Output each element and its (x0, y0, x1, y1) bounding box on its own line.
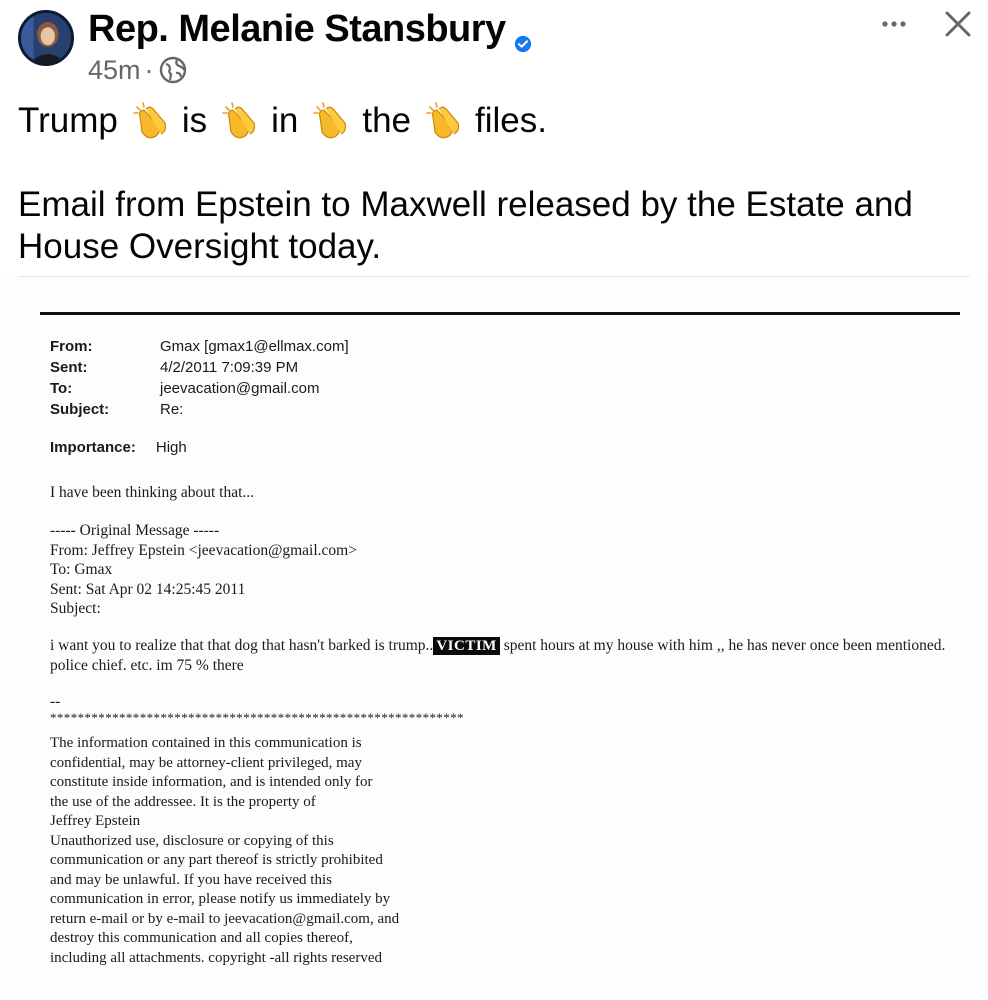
post-header (0, 0, 988, 90)
post-word: is (181, 100, 208, 140)
post-word: the (362, 100, 412, 140)
header-label: From: (50, 338, 93, 355)
email-body (50, 636, 950, 676)
clapping-hands-emoji (312, 101, 352, 141)
reply-text: I have been thinking about that... (50, 484, 255, 501)
disclaimer-line: including all attachments. copyright -all rights reserved (50, 949, 382, 966)
disclaimer-line: communication in error, please notify us immediately by (50, 891, 391, 907)
post-word: in (271, 100, 299, 140)
disclaimer-line: Unauthorized use, disclosure or copying of this (50, 832, 334, 849)
author-name-text[interactable]: Rep. Melanie Stansbury (88, 8, 506, 50)
post-timestamp[interactable]: 45m (88, 55, 141, 85)
clapping-hands-emoji (132, 101, 172, 141)
header-row (50, 380, 650, 401)
email-document-image[interactable] (0, 278, 988, 1000)
original-line: ----- Original Message ----- (50, 522, 220, 539)
post-text-line3: House Oversight today. (18, 227, 382, 266)
post-word: Trump (18, 100, 118, 140)
header-label: Subject: (50, 401, 110, 418)
header-value: Gmax [gmax1@ellmax.com] (160, 338, 349, 355)
disclaimer-line: destroy this communication and all copies thereof, (50, 930, 353, 946)
disclaimer-line: and may be unlawful. If you have received this (50, 871, 332, 888)
author-name[interactable] (88, 6, 532, 52)
disclaimer-line: confidential, may be attorney-client privileged, may (50, 754, 362, 771)
post-text-line2: Email from Epstein to Maxwell released by the Estate and (18, 185, 913, 224)
disclaimer-line: communication or any part thereof is strictly prohibited (50, 852, 383, 868)
header-value: jeevacation@gmail.com (160, 380, 320, 397)
disclaimer-line: the use of the addressee. It is the property of (50, 793, 316, 810)
post-text-line1 (18, 98, 968, 142)
confidentiality-disclaimer (50, 734, 470, 968)
header-row (50, 359, 650, 380)
disclaimer-line: constitute inside information, and is intended only for (50, 774, 373, 790)
email-headers (50, 338, 650, 422)
original-line: Sent: Sat Apr 02 14:25:45 2011 (50, 580, 246, 598)
importance-value: High (155, 439, 187, 456)
post-text (18, 98, 968, 268)
meta-separator: · (144, 55, 154, 85)
header-row (50, 338, 650, 359)
close-icon[interactable] (940, 6, 976, 42)
header-value: 4/2/2011 7:09:39 PM (160, 359, 299, 376)
clapping-hands-emoji (425, 101, 465, 141)
body-text: i want you to realize that that dog that hasn't barked is trump.. (50, 637, 434, 654)
importance-label: Importance: (50, 439, 136, 456)
original-message-header (50, 521, 357, 619)
clapping-hands-emoji (221, 101, 261, 141)
importance-row (50, 439, 187, 456)
post-text-paragraph (18, 184, 968, 268)
original-line: Subject: (50, 600, 101, 617)
more-options-icon[interactable] (876, 4, 912, 40)
disclaimer-line: Jeffrey Epstein (50, 813, 141, 829)
header-label: Sent: (50, 359, 88, 376)
original-line: From: Jeffrey Epstein <jeevacation@gmail.com> (50, 541, 357, 559)
header-row (50, 401, 650, 422)
globe-icon[interactable] (158, 55, 188, 85)
disclaimer-line: return e-mail or by e-mail to jeevacation@gmail.com, and (50, 910, 400, 927)
document-rule (40, 312, 960, 315)
verified-badge-icon (514, 18, 532, 36)
asterisk-divider: ************************************************************ (50, 710, 464, 725)
signature-separator: -- (50, 693, 61, 710)
header-value: Re: (160, 401, 184, 418)
avatar[interactable] (18, 10, 74, 66)
disclaimer-line: The information contained in this communication is (50, 735, 362, 751)
divider (18, 276, 970, 277)
post-word: files. (475, 100, 547, 140)
body-text: spent hours at my house with him ,, he has never once been mentioned. police chief. etc. im 75 % there (50, 637, 946, 674)
redaction-label: VICTIM (433, 637, 500, 655)
avatar-image (21, 13, 71, 63)
header-label: To: (50, 380, 73, 397)
post-meta (88, 54, 188, 87)
original-line: To: Gmax (50, 561, 113, 578)
